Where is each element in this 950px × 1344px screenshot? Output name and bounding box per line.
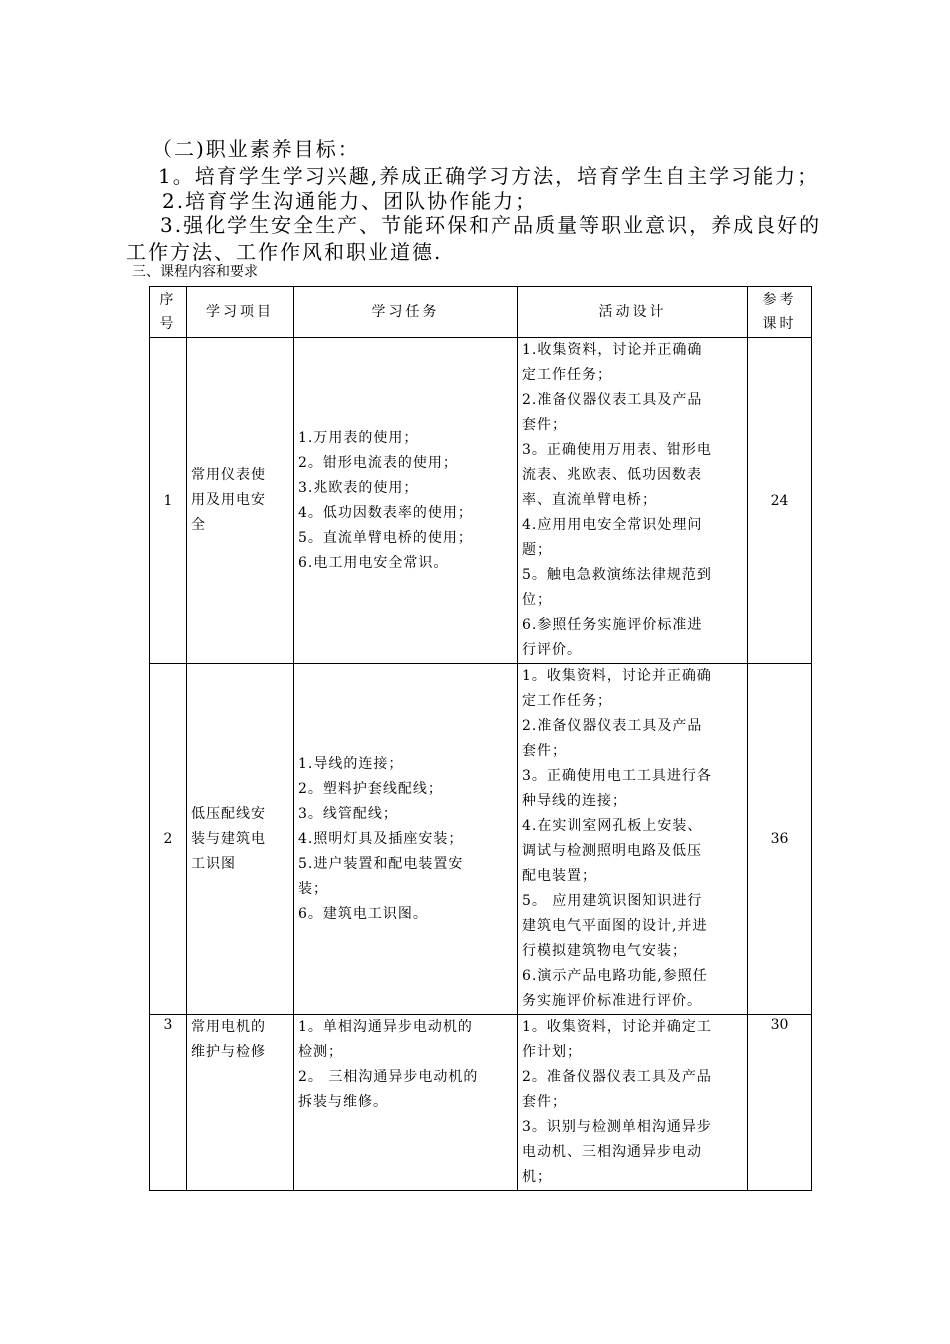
goals-heading: （二)职业素养目标： — [152, 137, 360, 161]
activity-line: 3。正确使用电工工具进行各 — [522, 768, 712, 784]
activity-line: 套件； — [522, 1094, 567, 1110]
row-project — [187, 664, 294, 1015]
course-table — [149, 286, 812, 1191]
activity-line: 机； — [522, 1169, 552, 1185]
task-line: 1.导线的连接； — [298, 755, 404, 772]
activity-line: 6.演示产品电路功能,参照任 — [522, 968, 708, 984]
activity-line: 6.参照任务实施评价标准进 — [522, 617, 703, 633]
table-row — [150, 1015, 812, 1191]
activity-line: 1.收集资料，讨论并正确确 — [522, 342, 703, 358]
section-heading: 三、课程内容和要求 — [132, 264, 258, 280]
header-hours — [748, 287, 812, 338]
activity-line: 套件； — [522, 417, 567, 433]
row-seq: 1 — [150, 338, 187, 664]
project-line: 全 — [191, 517, 206, 533]
activity-line: 流表、兆欧表、低功因数表 — [522, 467, 702, 483]
row-activities — [518, 664, 748, 1015]
activity-line: 配电装置； — [522, 868, 597, 884]
activity-line: 5。触电急救演练法律规范到 — [522, 567, 712, 583]
project-line: 常用电机的 — [191, 1019, 266, 1035]
task-line: 拆装与维修。 — [298, 1094, 388, 1110]
activity-line: 3。识别与检测单相沟通异步 — [522, 1119, 712, 1135]
row-seq: 2 — [150, 664, 187, 1015]
row-tasks — [294, 1015, 518, 1191]
task-line: 1。单相沟通异步电动机的 — [298, 1019, 473, 1035]
row-hours: 30 — [748, 1015, 812, 1191]
activity-line: 5。 应用建筑识图知识进行 — [522, 893, 703, 909]
project-line: 常用仪表使 — [191, 467, 266, 483]
row-activities — [518, 338, 748, 664]
activity-line: 率、直流单臂电桥； — [522, 492, 657, 508]
activity-line: 种导线的连接； — [522, 793, 627, 809]
header-hours-line-1: 参考 — [762, 292, 797, 308]
activity-line: 调试与检测照明电路及低压 — [522, 843, 702, 859]
table-row — [150, 664, 812, 1015]
task-line: 4.照明灯具及插座安装； — [298, 830, 464, 847]
header-activity: 活动设计 — [518, 287, 748, 338]
activity-line: 套件； — [522, 743, 567, 759]
activity-line: 4.在实训室网孔板上安装、 — [522, 818, 703, 834]
activity-line: 作计划； — [522, 1044, 582, 1060]
activity-line: 定工作任务； — [522, 367, 612, 383]
project-line: 维护与检修 — [191, 1044, 266, 1060]
activity-line: 1。收集资料，讨论并正确确 — [522, 668, 712, 684]
task-line: 3。线管配线； — [298, 805, 398, 822]
row-tasks — [294, 664, 518, 1015]
task-line: 2。塑料护套线配线； — [298, 780, 443, 797]
project-line: 工识图 — [191, 855, 236, 872]
activity-line: 定工作任务； — [522, 693, 612, 709]
task-line: 3.兆欧表的使用； — [298, 479, 419, 496]
task-line: 5.进户装置和配电装置安 — [298, 855, 464, 872]
activity-line: 2。准备仪器仪表工具及产品 — [522, 1069, 712, 1085]
task-line: 4。低功因数表率的使用； — [298, 504, 473, 521]
row-project — [187, 338, 294, 664]
task-line: 检测； — [298, 1044, 343, 1060]
goal-item-1: 1。培育学生学习兴趣,养成正确学习方法，培育学生自主学习能力； — [158, 164, 820, 188]
task-line: 装； — [298, 880, 328, 897]
goal-item-2: 2.培育学生沟通能力、团队协作能力； — [162, 189, 538, 213]
task-line: 1.万用表的使用； — [298, 429, 419, 446]
goal-item-3-line-1: 3.强化学生安全生产、节能环保和产品质量等职业意识，养成良好的 — [160, 213, 822, 237]
header-seq-line-2: 号 — [159, 316, 177, 332]
activity-line: 题； — [522, 542, 552, 558]
activity-line: 务实施评价标准进行评价。 — [522, 993, 702, 1009]
row-hours: 36 — [748, 664, 812, 1015]
activity-line: 电动机、三相沟通异步电动 — [522, 1144, 702, 1160]
row-seq: 3 — [150, 1015, 187, 1191]
activity-line: 2.准备仪器仪表工具及产品 — [522, 718, 703, 734]
task-line: 2。钳形电流表的使用； — [298, 454, 458, 471]
project-line: 用及用电安 — [191, 492, 266, 508]
activity-line: 行模拟建筑物电气安装； — [522, 943, 687, 959]
activity-line: 2.准备仪器仪表工具及产品 — [522, 392, 703, 408]
project-line: 低压配线安 — [191, 805, 266, 822]
goal-item-3-line-2: 工作方法、工作作风和职业道德. — [126, 240, 443, 264]
activity-line: 行评价。 — [522, 642, 582, 658]
table-row — [150, 338, 812, 664]
activity-line: 3。正确使用万用表、钳形电 — [522, 442, 712, 458]
task-line: 6.电工用电安全常识。 — [298, 554, 449, 571]
activity-line: 1。收集资料，讨论并确定工 — [522, 1019, 712, 1035]
header-task: 学习任务 — [294, 287, 518, 338]
activity-line: 位； — [522, 592, 552, 608]
header-seq — [150, 287, 187, 338]
row-project — [187, 1015, 294, 1191]
table-header-row — [150, 287, 812, 338]
activity-line: 4.应用用电安全常识处理问 — [522, 517, 703, 533]
task-line: 5。直流单臂电桥的使用； — [298, 529, 473, 546]
project-line: 装与建筑电 — [191, 830, 266, 847]
row-hours: 24 — [748, 338, 812, 664]
header-seq-line-1: 序 — [159, 292, 177, 308]
header-project: 学习项目 — [187, 287, 294, 338]
task-line: 2。 三相沟通异步电动机的 — [298, 1069, 479, 1085]
task-line: 6。建筑电工识图。 — [298, 905, 428, 922]
row-activities — [518, 1015, 748, 1191]
row-tasks — [294, 338, 518, 664]
activity-line: 建筑电气平面图的设计,并进 — [522, 918, 708, 934]
header-hours-line-2: 课时 — [762, 316, 797, 332]
